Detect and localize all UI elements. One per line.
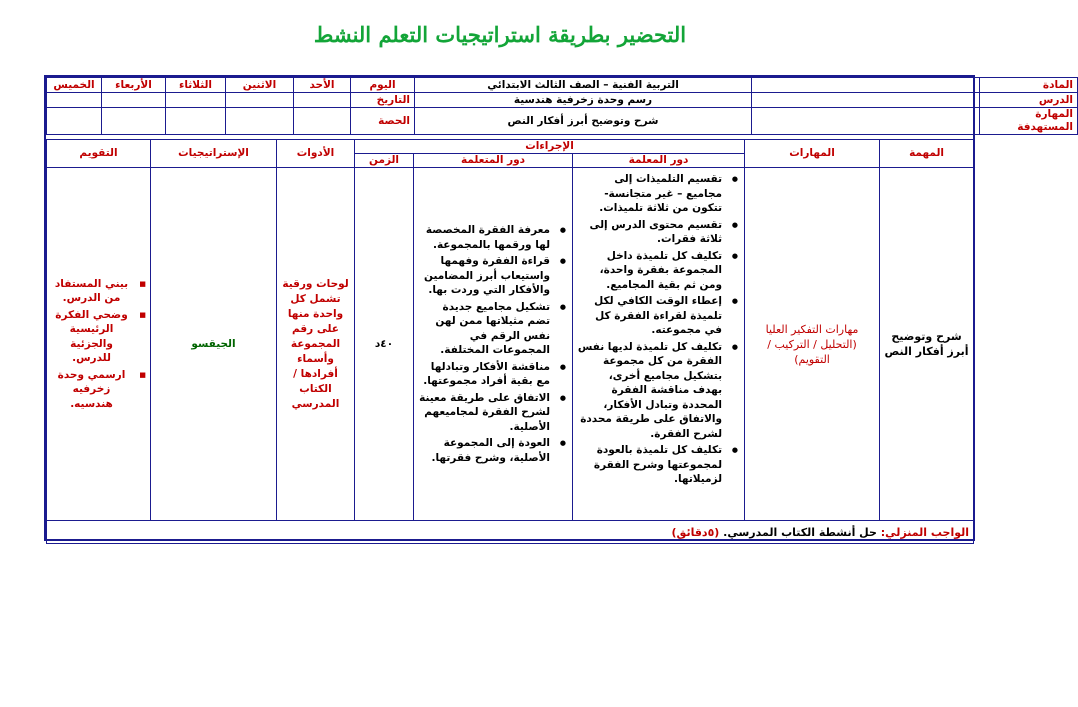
student-step: ● مناقشة الأفكار وتبادلها مع بقية أفراد مجموعتها. <box>418 360 568 389</box>
time-header: الزمن <box>355 154 414 168</box>
strategies-cell: الجيقسو <box>151 168 277 521</box>
skills-cell: مهارات التفكير العليا (التحليل / التركيب / التقويم) <box>745 168 880 521</box>
homework-text: حل أنشطة الكتاب المدرسي. <box>723 525 877 539</box>
evaluation-item: ■ ارسمي وحدة زخرفيه هندسيه. <box>51 368 146 412</box>
skill-value: شرح وتوضيح أبرز أفكار النص <box>415 108 752 135</box>
evaluation-item: ■ وضحي الفكرة الرئيسية والجزئية للدرس. <box>51 308 146 366</box>
tools-cell: لوحات ورقية تشمل كل واحدة منها على رقم المجموعة وأسماء أفرادها / الكتاب المدرسي <box>277 168 355 521</box>
lesson-label: الدرس <box>980 93 1078 108</box>
student-role-cell <box>414 168 573 521</box>
teacher-role-header: دور المعلمة <box>573 154 745 168</box>
plan-table <box>46 139 974 544</box>
skills-header: المهارات <box>745 140 880 168</box>
teacher-role-cell <box>573 168 745 521</box>
homework-duration: (٥دقائق) <box>671 525 720 539</box>
evaluation-header: التقويم <box>47 140 151 168</box>
day-thursday: الخميس <box>47 78 102 93</box>
teacher-step: ● تكليف كل تلميذة لديها نفس الفقرة من كل مجموعة بتشكيل مجاميع أخرى، بهدف مناقشة الفقرة المحددة وتبادل الأفكار، والاتفاق على طريقة محددة لشرح الفقرة. <box>577 340 740 442</box>
student-step: ● تشكيل مجاميع جديدة تضم مثيلاتها ممن لهن نفس الرقم في المجموعات المختلفة. <box>418 300 568 358</box>
student-step: ● العودة إلى المجموعة الأصلية، وشرح فقرتها. <box>418 436 568 465</box>
subject-value: التربية الفنية – الصف الثالث الابتدائي <box>415 78 752 93</box>
subject-label: المادة <box>980 78 1078 93</box>
day-label: اليوم <box>351 78 415 93</box>
day-wednesday: الأربعاء <box>102 78 166 93</box>
procedures-header: الإجراءات <box>355 140 745 154</box>
skill-label: المهارة المستهدفة <box>980 108 1078 135</box>
date-label: التاريخ <box>351 93 415 108</box>
strategies-header: الإستراتيجيات <box>151 140 277 168</box>
teacher-step: ● تكليف كل تلميذة بالعودة لمجموعتها وشرح الفقرة لزميلاتها. <box>577 443 740 487</box>
lesson-plan-frame <box>44 75 1073 541</box>
student-step: ● قراءة الفقرة وفهمها واستيعاب أبرز المضامين والأفكار التي وردت بها. <box>418 254 568 298</box>
page-title: التحضير بطريقة استراتيجيات التعلم النشط <box>313 22 687 47</box>
tools-header: الأدوات <box>277 140 355 168</box>
student-step: ● الاتفاق على طريقة معينة لشرح الفقرة لمجاميعهم الأصلية. <box>418 391 568 435</box>
student-step: ● معرفة الفقرة المخصصة لها ورقمها بالمجموعة. <box>418 223 568 252</box>
period-label: الحصة <box>351 108 415 135</box>
teacher-step: ● إعطاء الوقت الكافي لكل تلميذة لقراءة الفقرة كل في مجموعته. <box>577 294 740 338</box>
teacher-step: ● تقسيم التلميذات إلى مجاميع – غير متجانسة- تتكون من ثلاثة تلميذات. <box>577 172 740 216</box>
day-monday: الاثنين <box>226 78 294 93</box>
info-table <box>46 77 1078 135</box>
student-role-header: دور المتعلمة <box>414 154 573 168</box>
lesson-value: رسم وحدة زخرفية هندسية <box>415 93 752 108</box>
evaluation-cell <box>47 168 151 521</box>
homework-label: الواجب المنزلي: <box>880 525 970 539</box>
homework-row <box>47 521 974 544</box>
teacher-step: ● تقسيم محتوى الدرس إلى ثلاثة فقرات. <box>577 218 740 247</box>
teacher-step: ● تكليف كل تلميذة داخل المجموعة بفقرة واحدة، ومن ثم بقية المجاميع. <box>577 249 740 293</box>
time-cell: ٤٠د <box>355 168 414 521</box>
task-cell: شرح وتوضيح أبرز أفكار النص <box>880 168 974 521</box>
day-tuesday: الثلاثاء <box>166 78 226 93</box>
evaluation-item: ■ بيني المستفاد من الدرس. <box>51 277 146 306</box>
day-sunday: الأحد <box>294 78 351 93</box>
task-header: المهمة <box>880 140 974 168</box>
